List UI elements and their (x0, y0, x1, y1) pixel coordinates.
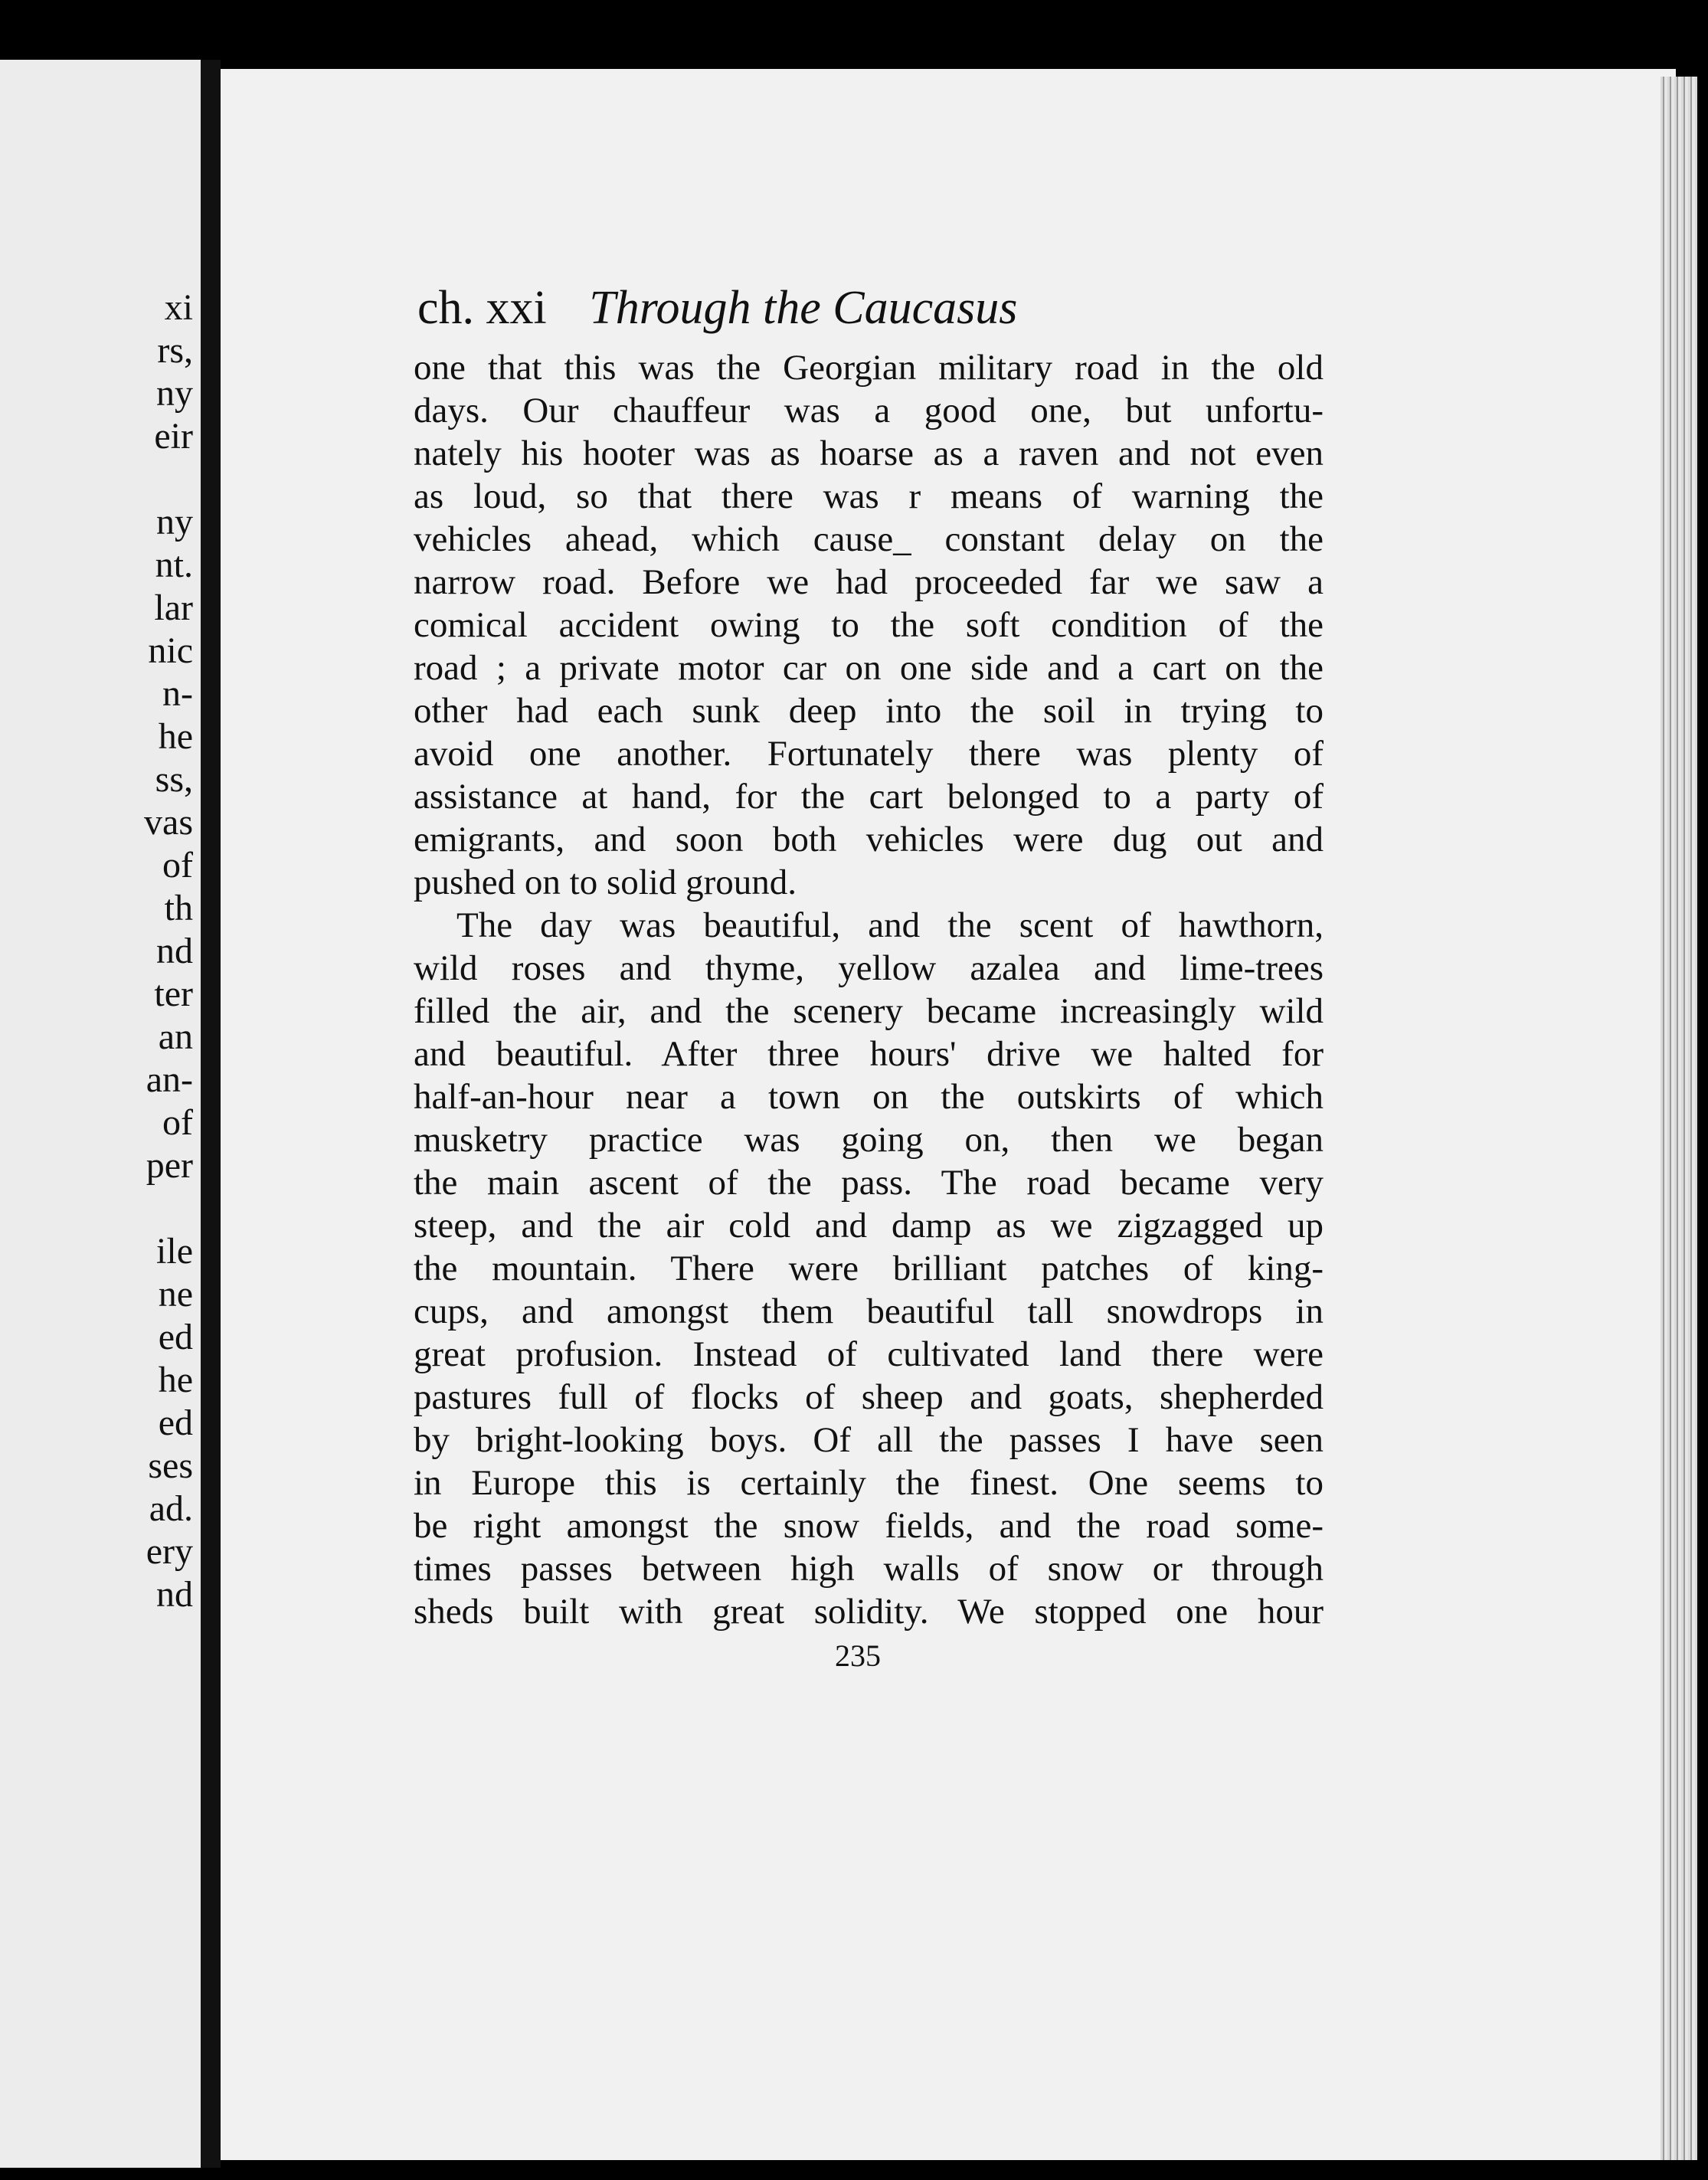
left-line-6: ny (156, 502, 193, 542)
left-line-28: ses (148, 1445, 193, 1486)
left-line-12: ss, (155, 759, 193, 800)
left-line-10: n- (162, 673, 193, 714)
text-line: one that this was the Georgian military road in the old (414, 348, 1324, 388)
text-line: assistance at hand, for the cart belonged to a party of (414, 777, 1324, 817)
left-line-24: ne (158, 1274, 193, 1314)
left-line-4: eir (154, 416, 193, 457)
left-line-29: ad. (149, 1488, 193, 1529)
left-line-9: nic (148, 630, 193, 671)
left-line-21: per (146, 1145, 193, 1186)
text-line: musketry practice was going on, then we began (414, 1120, 1324, 1160)
text-line: the mountain. There were brilliant patches of king- (414, 1249, 1324, 1288)
left-line-26: he (158, 1360, 193, 1400)
left-line-7: nt. (155, 545, 193, 585)
text-line: filled the air, and the scenery became increasingly wild (414, 991, 1324, 1031)
left-line-20: of (162, 1102, 193, 1143)
left-line-8: lar (154, 588, 193, 628)
left-line-19: an- (146, 1059, 193, 1100)
text-line: in Europe this is certainly the finest. One seems to (414, 1463, 1324, 1503)
left-line-18: an (158, 1016, 193, 1057)
text-line: half-an-hour near a town on the outskirts of which (414, 1077, 1324, 1117)
text-line: sheds built with great solidity. We stopped one hour (414, 1592, 1324, 1632)
text-line: the main ascent of the pass. The road became very (414, 1163, 1324, 1203)
text-line: great profusion. Instead of cultivated land there were (414, 1334, 1324, 1374)
text-line: other had each sunk deep into the soil in trying to (414, 691, 1324, 731)
left-page-fragment (0, 60, 205, 2168)
left-line-3: ny (156, 373, 193, 414)
text-line: comical accident owing to the soft condition of the (414, 605, 1324, 645)
left-line-27: ed (158, 1403, 193, 1443)
text-line: pastures full of flocks of sheep and goats, shepherded (414, 1377, 1324, 1417)
text-line: and beautiful. After three hours' drive we halted for (414, 1034, 1324, 1074)
text-line: road ; a private motor car on one side and a cart on the (414, 648, 1324, 688)
text-line: times passes between high walls of snow or through (414, 1549, 1324, 1589)
page-edge (1661, 77, 1697, 2160)
left-line-16: nd (156, 931, 193, 971)
text-line-paragraph-start: The day was beautiful, and the scent of hawthorn, (456, 905, 1324, 945)
left-line-1: xi (164, 287, 193, 328)
page-number: 235 (835, 1638, 881, 1673)
running-head (417, 277, 1321, 339)
left-line-30: ery (146, 1531, 193, 1572)
text-line: by bright-looking boys. Of all the passes I have seen (414, 1420, 1324, 1460)
left-line-31: nd (156, 1574, 193, 1615)
chapter-number: ch. xxi (417, 282, 547, 334)
text-line: nately his hooter was as hoarse as a raven and not even (414, 434, 1324, 473)
text-line: as loud, so that there was r means of warning the (414, 476, 1324, 516)
text-line: days. Our chauffeur was a good one, but unfortu- (414, 391, 1324, 430)
text-line: wild roses and thyme, yellow azalea and lime-trees (414, 948, 1324, 988)
left-line-2: rs, (157, 330, 193, 371)
book-gutter (201, 60, 221, 2168)
text-line: avoid one another. Fortunately there was plenty of (414, 734, 1324, 774)
left-line-25: ed (158, 1317, 193, 1357)
text-line-paragraph-end: pushed on to solid ground. (414, 863, 797, 902)
left-line-11: he (158, 716, 193, 757)
running-title: Through the Caucasus (589, 282, 1018, 334)
text-line: steep, and the air cold and damp as we zigzagged up (414, 1206, 1324, 1245)
body-text (414, 346, 1324, 1633)
text-line: narrow road. Before we had proceeded far we saw a (414, 562, 1324, 602)
left-line-23: ile (156, 1231, 193, 1272)
left-line-13: vas (144, 802, 193, 843)
left-line-14: of (162, 845, 193, 885)
text-line: vehicles ahead, which cause_ constant delay on the (414, 519, 1324, 559)
left-line-17: ter (154, 974, 193, 1014)
text-line: emigrants, and soon both vehicles were dug out and (414, 820, 1324, 859)
text-line: cups, and amongst them beautiful tall snowdrops in (414, 1291, 1324, 1331)
left-line-15: th (164, 888, 193, 928)
text-line: be right amongst the snow fields, and the road some- (414, 1506, 1324, 1546)
